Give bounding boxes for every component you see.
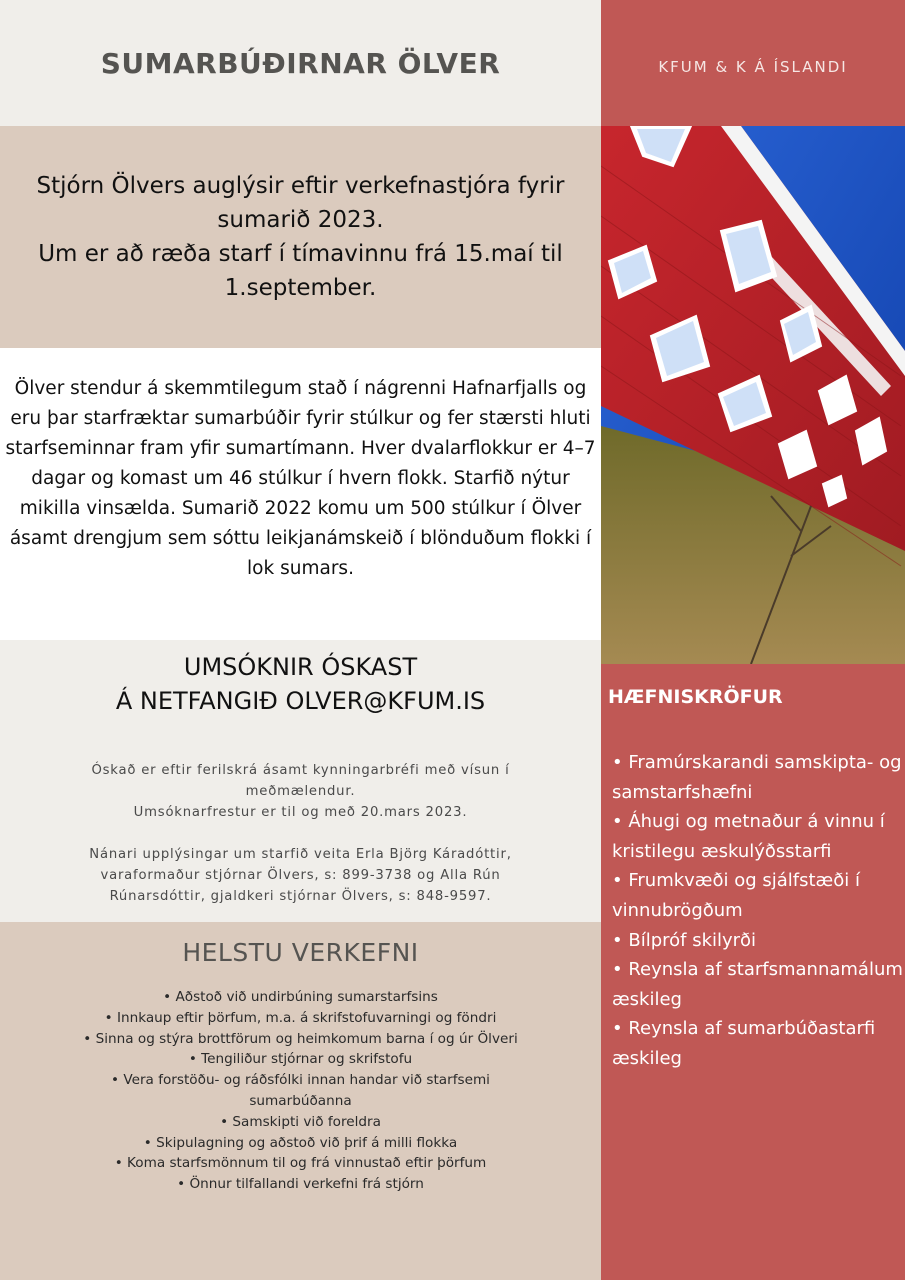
requirement-item: • Reynsla af starfsmannamálum æskileg: [612, 959, 903, 1010]
sidebar: [601, 0, 905, 1280]
requirement-item: • Framúrskarandi samskipta- og samstarfshæfni: [612, 752, 902, 803]
announcement-line-2: Um er að ræða starf í tímavinnu frá 15.maí til 1.september.: [38, 241, 563, 301]
application-contact-info: Nánari upplýsingar um starfið veita Erla Björg Káradóttir, varaformaður stjórnar Ölvers, s: 899-3738 og Alla Rún Rúnarsdóttir, gjaldkeri stjórnar Ölvers, s: 848-9597.: [89, 847, 512, 904]
about-text: Ölver stendur á skemmtilegum stað í nágrenni Hafnarfjalls og eru þar starfræktar sumarbúðir fyrir stúlkur og fer stærsti hluti starfseminnar fram yfir sumartímann. Hver dvalarflokkur er 4–7 dagar og komast um 46 stúlkur í hvern flokk. Starfið nýtur mikilla vinsælda. Sumarið 2022 komu um 500 stúlkur í Ölver ásamt drengjum sem sóttu leikjanámskeið í blönduðum flokki í lok sumars.: [5, 378, 596, 579]
page-title: SUMARBÚÐIRNAR ÖLVER: [100, 46, 501, 80]
application-heading: [0, 650, 601, 718]
task-item: • Skipulagning og aðstoð við þrif á milli flokka: [143, 1134, 458, 1151]
task-item: • Aðstoð við undirbúning sumarstarfsins: [163, 989, 438, 1005]
task-item: • Sinna og stýra brottförum og heimkomum barna í og úr Ölveri: [83, 1030, 518, 1047]
task-item: • Innkaup eftir þörfum, m.a. á skrifstofuvarningi og föndri: [104, 1009, 497, 1026]
requirement-item: • Frumkvæði og sjálfstæði í vinnubrögðum: [612, 870, 860, 921]
requirement-item: • Áhugi og metnaður á vinnu í kristilegu æskulýðsstarfi: [612, 811, 885, 862]
application-deadline: Umsóknarfrestur er til og með 20.mars 2023.: [133, 805, 468, 820]
announcement-line-1: Stjórn Ölvers auglýsir eftir verkefnastjóra fyrir sumarið 2023.: [36, 173, 565, 233]
application-cv-text: Óskað er eftir ferilskrá ásamt kynningarbréfi með vísun í meðmælendur.: [91, 763, 510, 799]
tasks-section: [0, 922, 601, 1280]
application-section: [0, 640, 601, 922]
requirements-title: HÆFNISKRÖFUR: [608, 686, 783, 708]
tasks-title: HELSTU VERKEFNI: [182, 938, 419, 967]
tasks-list: [0, 987, 601, 1195]
application-heading-line-2: Á NETFANGIÐ OLVER@KFUM.IS: [115, 687, 486, 715]
task-item: • Tengiliður stjórnar og skrifstofu: [188, 1051, 413, 1068]
application-details: [0, 760, 601, 907]
organization-name: KFUM & K Á ÍSLANDI: [658, 58, 848, 76]
task-item: • Koma starfsmönnum til og frá vinnustað eftir þörfum: [114, 1155, 487, 1172]
requirement-item: • Bílpróf skilyrði: [612, 929, 757, 951]
announcement-section: [0, 126, 601, 348]
application-heading-line-1: UMSÓKNIR ÓSKAST: [183, 653, 418, 681]
task-item: • Vera forstöðu- og ráðsfólki innan handar við starfsemi sumarbúðanna: [111, 1072, 490, 1109]
requirements-list: [612, 748, 905, 1074]
task-item: • Önnur tilfallandi verkefni frá stjórn: [177, 1176, 424, 1193]
building-photo: [601, 126, 905, 664]
requirement-item: • Reynsla af sumarbúðastarfi æskileg: [612, 1018, 876, 1069]
about-section: [0, 348, 601, 640]
title-band: [0, 0, 601, 126]
task-item: • Samskipti við foreldra: [220, 1113, 381, 1130]
